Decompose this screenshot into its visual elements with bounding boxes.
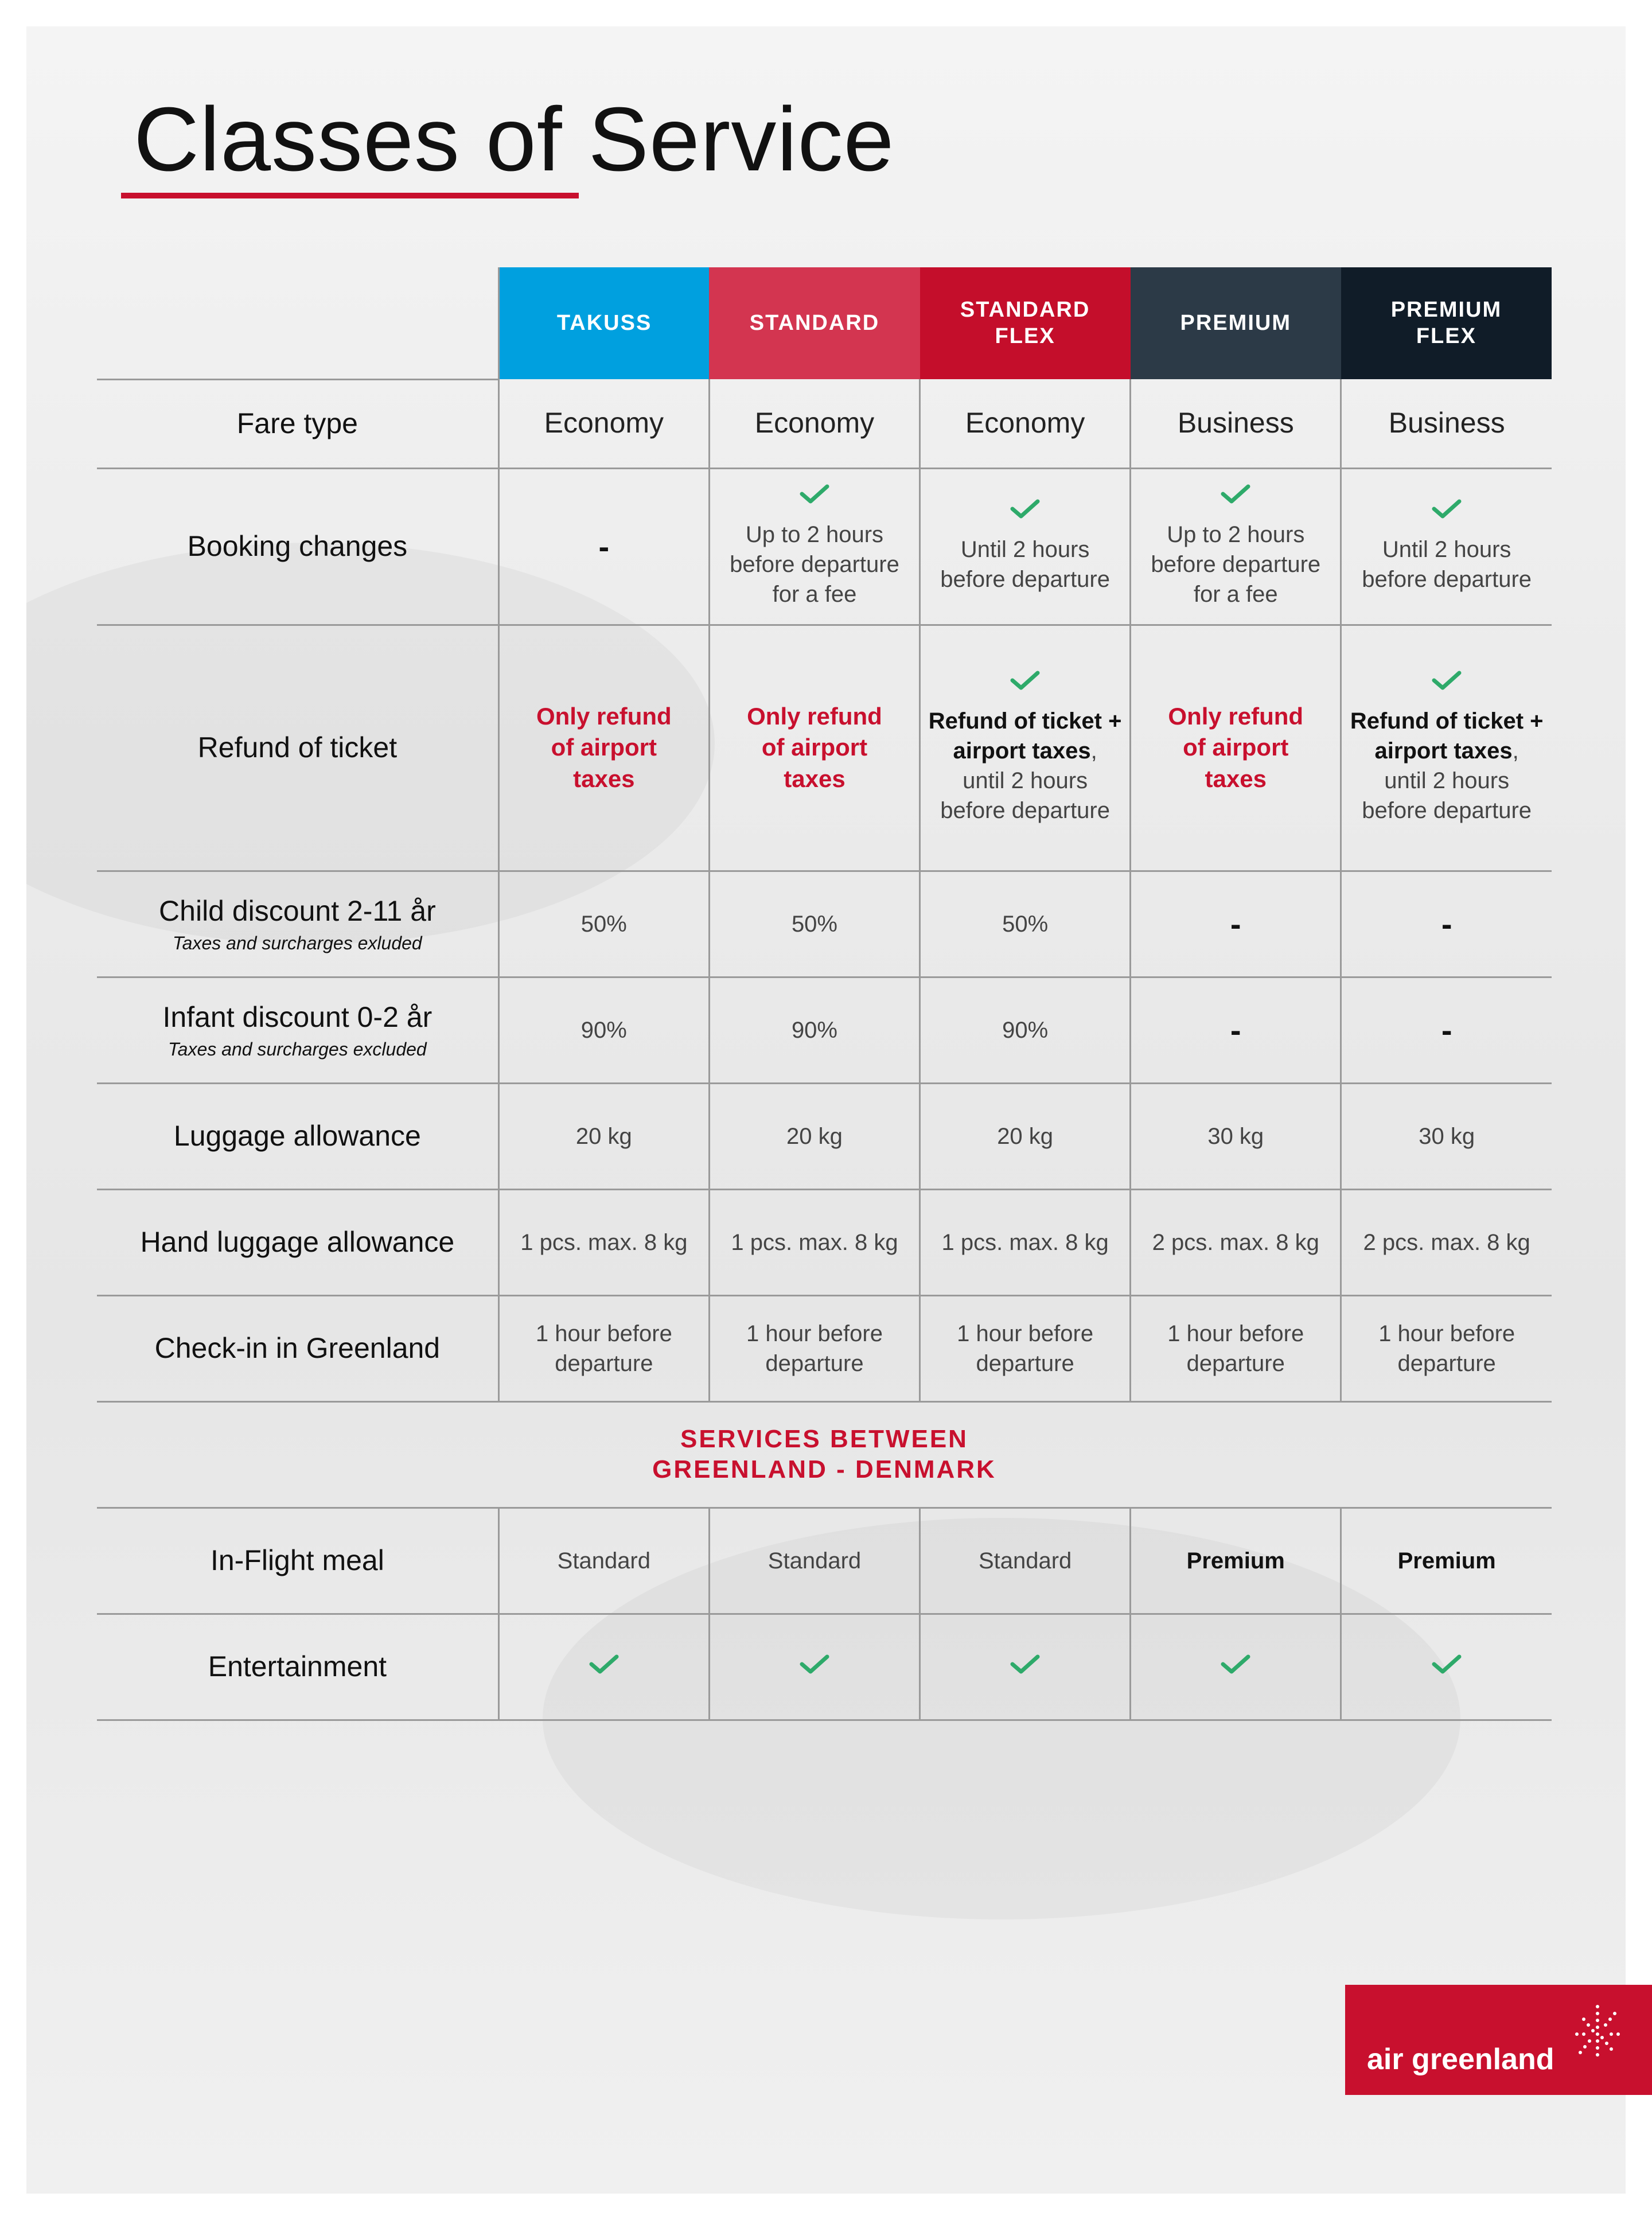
cell-child-discount: 50% (709, 871, 919, 977)
cell-hand-luggage: 1 pcs. max. 8 kg (709, 1189, 919, 1295)
row-label-text: Infant discount 0-2 år (162, 1001, 433, 1034)
cell-infant-discount: 90% (498, 977, 709, 1083)
cell-luggage: 20 kg (709, 1083, 919, 1189)
row-inflight-meal (97, 1508, 1552, 1614)
refund-strong-1: Refund of ticket + (1350, 708, 1544, 734)
page-background (26, 26, 1626, 2194)
row-hand-luggage (97, 1189, 1552, 1295)
cell-checkin: 1 hour before departure (920, 1295, 1131, 1401)
cell-booking-changes (709, 468, 919, 625)
cell-fare-type: Economy (498, 379, 709, 468)
check-icon (1010, 670, 1040, 691)
refund-comma: , (1090, 738, 1097, 764)
row-sublabel: Taxes and surcharges exluded (173, 932, 422, 953)
row-checkin (97, 1295, 1552, 1401)
refund-comma: , (1512, 738, 1519, 764)
cell-infant-discount: 90% (709, 977, 919, 1083)
column-header-standard-flex: STANDARD FLEX (920, 267, 1131, 379)
row-label: Entertainment (97, 1614, 498, 1720)
cell-meal: Standard (709, 1508, 919, 1614)
cell-hand-luggage: 1 pcs. max. 8 kg (498, 1189, 709, 1295)
cell-refund (498, 625, 709, 871)
row-label (97, 871, 498, 977)
row-luggage (97, 1083, 1552, 1189)
cell-luggage: 30 kg (1131, 1083, 1341, 1189)
cell-meal: Premium (1131, 1508, 1341, 1614)
cell-child-discount: 50% (920, 871, 1131, 977)
cell-luggage: 30 kg (1341, 1083, 1552, 1189)
check-icon (1221, 484, 1250, 504)
refund-strong-2: airport taxes (953, 738, 1091, 764)
cell-infant-discount: - (1131, 977, 1341, 1083)
cell-checkin: 1 hour before departure (498, 1295, 709, 1401)
cell-fare-type: Economy (709, 379, 919, 468)
column-header-premium: PREMIUM (1131, 267, 1341, 379)
check-icon (800, 1654, 829, 1674)
row-entertainment (97, 1614, 1552, 1720)
logo-text: air greenland (1367, 2043, 1554, 2076)
row-label: Booking changes (97, 468, 498, 625)
air-greenland-logo (1345, 1985, 1652, 2095)
cell-refund (709, 625, 919, 871)
row-booking-changes (97, 468, 1552, 625)
cell-fare-type: Business (1131, 379, 1341, 468)
cell-entertainment (1131, 1614, 1341, 1720)
section-heading (97, 1401, 1552, 1508)
cell-checkin: 1 hour before departure (709, 1295, 919, 1401)
cell-meal: Standard (498, 1508, 709, 1614)
header-blank-cell (97, 267, 498, 379)
section-heading-line-1: SERVICES BETWEEN (680, 1424, 968, 1453)
row-label: Fare type (97, 379, 498, 468)
cell-infant-discount: 90% (920, 977, 1131, 1083)
booking-text: Until 2 hours before departure (940, 537, 1110, 592)
row-label: Refund of ticket (97, 625, 498, 871)
row-sublabel: Taxes and surcharges excluded (168, 1038, 427, 1060)
cell-child-discount: - (1341, 871, 1552, 977)
check-icon (1010, 498, 1040, 519)
cell-refund (920, 625, 1131, 871)
check-icon (800, 484, 829, 504)
section-heading-line-2: GREENLAND - DENMARK (652, 1455, 996, 1483)
cell-fare-type: Economy (920, 379, 1131, 468)
refund-strong-2: airport taxes (1374, 738, 1513, 764)
cell-booking-changes (1131, 468, 1341, 625)
check-icon (1432, 1654, 1462, 1674)
page-title: Classes of Service (134, 89, 895, 190)
booking-text: Up to 2 hours before departure for a fee (730, 522, 899, 607)
cell-child-discount: - (1131, 871, 1341, 977)
refund-strong-1: Refund of ticket + (928, 708, 1122, 734)
refund-rest: until 2 hours before departure (940, 768, 1110, 823)
cell-entertainment (498, 1614, 709, 1720)
cell-hand-luggage: 1 pcs. max. 8 kg (920, 1189, 1131, 1295)
cell-luggage: 20 kg (498, 1083, 709, 1189)
cell-booking-changes (920, 468, 1131, 625)
row-label: Hand luggage allowance (97, 1189, 498, 1295)
cell-hand-luggage: 2 pcs. max. 8 kg (1341, 1189, 1552, 1295)
cell-booking-changes: - (498, 468, 709, 625)
row-label: Check-in in Greenland (97, 1295, 498, 1401)
refund-rest: until 2 hours before departure (1362, 768, 1532, 823)
row-infant-discount (97, 977, 1552, 1083)
refund-text: Only refund of airport taxes (536, 702, 672, 792)
title-underline (121, 193, 579, 198)
fare-comparison-table (97, 267, 1552, 1721)
column-header-premium-flex: PREMIUM FLEX (1341, 267, 1552, 379)
cell-meal: Premium (1341, 1508, 1552, 1614)
cell-child-discount: 50% (498, 871, 709, 977)
row-section-header (97, 1401, 1552, 1508)
check-icon (1221, 1654, 1250, 1674)
row-label (97, 977, 498, 1083)
cell-luggage: 20 kg (920, 1083, 1131, 1189)
row-label: In-Flight meal (97, 1508, 498, 1614)
cell-fare-type: Business (1341, 379, 1552, 468)
row-label-text: Child discount 2-11 år (159, 895, 436, 928)
cell-entertainment (920, 1614, 1131, 1720)
cell-infant-discount: - (1341, 977, 1552, 1083)
check-icon (1432, 670, 1462, 691)
cell-checkin: 1 hour before departure (1341, 1295, 1552, 1401)
row-fare-type (97, 379, 1552, 468)
cell-entertainment (1341, 1614, 1552, 1720)
logo-dots-icon (1569, 2002, 1626, 2065)
cell-hand-luggage: 2 pcs. max. 8 kg (1131, 1189, 1341, 1295)
cell-booking-changes (1341, 468, 1552, 625)
cell-entertainment (709, 1614, 919, 1720)
row-child-discount (97, 871, 1552, 977)
refund-text: Only refund of airport taxes (1168, 702, 1304, 792)
check-icon (1010, 1654, 1040, 1674)
cell-checkin: 1 hour before departure (1131, 1295, 1341, 1401)
check-icon (1432, 498, 1462, 519)
column-header-standard: STANDARD (709, 267, 919, 379)
column-header-takuss: TAKUSS (498, 267, 709, 379)
refund-text: Only refund of airport taxes (747, 702, 882, 792)
row-label: Luggage allowance (97, 1083, 498, 1189)
check-icon (589, 1654, 619, 1674)
cell-meal: Standard (920, 1508, 1131, 1614)
cell-refund (1341, 625, 1552, 871)
booking-text: Until 2 hours before departure (1362, 537, 1532, 592)
row-refund (97, 625, 1552, 871)
booking-text: Up to 2 hours before departure for a fee (1151, 522, 1321, 607)
cell-refund (1131, 625, 1341, 871)
